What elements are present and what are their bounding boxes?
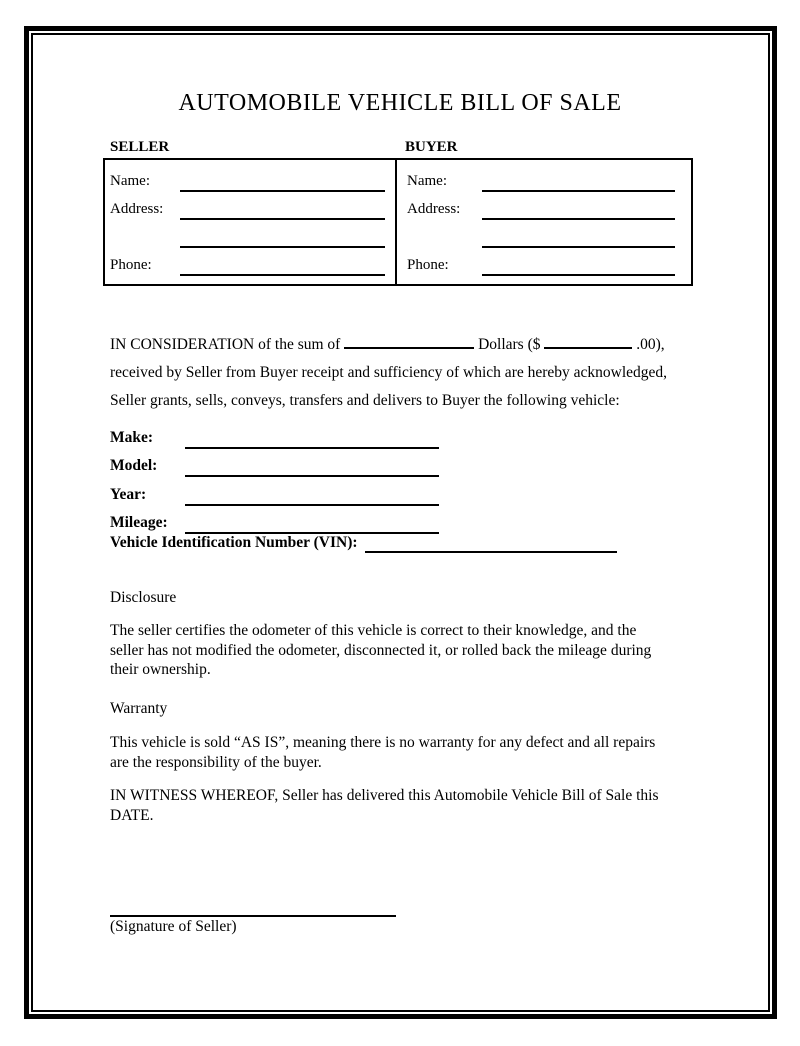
warranty-line2: are the responsibility of the buyer. <box>110 753 322 771</box>
buyer-address2-row <box>407 220 675 248</box>
consideration-line3: Seller grants, sells, conveys, transfers and delivers to Buyer the following vehicle: <box>110 392 620 409</box>
seller-column <box>105 160 397 284</box>
buyer-address-field[interactable] <box>482 200 675 220</box>
witness-paragraph <box>110 786 730 825</box>
seller-address2-field[interactable] <box>180 228 385 248</box>
vehicle-details-section <box>110 420 710 553</box>
make-row <box>110 420 710 449</box>
signature-caption: (Signature of Seller) <box>110 918 237 935</box>
buyer-phone-field[interactable] <box>482 256 675 276</box>
make-label: Make: <box>110 428 154 446</box>
seller-address-row <box>110 192 385 220</box>
seller-phone-label: Phone: <box>110 257 152 273</box>
mileage-field[interactable] <box>185 514 439 534</box>
warranty-line1: This vehicle is sold “AS IS”, meaning there is no warranty for any defect and all repairs <box>110 734 656 751</box>
consideration-text-after-amount: .00), <box>636 336 665 353</box>
page-title: AUTOMOBILE VEHICLE BILL OF SALE <box>178 90 622 116</box>
consideration-text-before-amount: IN CONSIDERATION of the sum of <box>110 336 341 353</box>
witness-line2: DATE. <box>110 806 154 824</box>
amount-in-words-field[interactable] <box>344 334 474 349</box>
seller-section-heading: SELLER <box>110 139 170 155</box>
vin-label: Vehicle Identification Number (VIN): <box>110 534 358 551</box>
consideration-clause <box>110 331 710 415</box>
year-label: Year: <box>110 485 147 503</box>
seller-phone-row <box>110 248 385 276</box>
buyer-section-heading: BUYER <box>405 139 458 155</box>
disclosure-paragraph <box>110 621 730 680</box>
seller-name-row <box>110 164 385 192</box>
buyer-phone-row <box>407 248 675 276</box>
vin-row <box>110 534 710 553</box>
warranty-paragraph <box>110 733 730 772</box>
seller-address2-row <box>110 220 385 248</box>
seller-address-field[interactable] <box>180 200 385 220</box>
disclosure-line1: The seller certifies the odometer of this vehicle is correct to their knowledge, and the <box>110 622 637 639</box>
buyer-address2-field[interactable] <box>482 228 675 248</box>
buyer-name-field[interactable] <box>482 172 675 192</box>
year-field[interactable] <box>185 486 439 506</box>
make-field[interactable] <box>185 429 439 449</box>
parties-info-box <box>103 158 693 286</box>
amount-in-numbers-field[interactable] <box>544 334 632 349</box>
seller-phone-field[interactable] <box>180 256 385 276</box>
year-row <box>110 477 710 506</box>
mileage-label: Mileage: <box>110 514 168 531</box>
seller-name-field[interactable] <box>180 172 385 192</box>
buyer-name-row <box>407 164 675 192</box>
consideration-text-between-amounts: Dollars ($ <box>478 336 541 353</box>
buyer-address2-spacer <box>407 246 482 248</box>
seller-name-label: Name: <box>110 173 150 189</box>
warranty-heading: Warranty <box>110 700 168 717</box>
disclosure-line3: their ownership. <box>110 661 211 678</box>
seller-signature-field[interactable] <box>110 901 396 917</box>
seller-address-label: Address: <box>110 201 164 217</box>
buyer-phone-label: Phone: <box>407 257 449 273</box>
model-label: Model: <box>110 457 158 474</box>
buyer-column <box>397 160 691 284</box>
model-field[interactable] <box>185 457 439 477</box>
mileage-row <box>110 506 710 535</box>
consideration-line1 <box>110 331 710 359</box>
disclosure-heading: Disclosure <box>110 589 177 606</box>
buyer-address-row <box>407 192 675 220</box>
vin-field[interactable] <box>365 537 617 553</box>
disclosure-line2: seller has not modified the odometer, disconnected it, or rolled back the mileage during <box>110 641 652 659</box>
model-row <box>110 449 710 478</box>
buyer-name-label: Name: <box>407 173 447 189</box>
witness-line1: IN WITNESS WHEREOF, Seller has delivered this Automobile Vehicle Bill of Sale this <box>110 787 659 804</box>
seller-address2-spacer <box>110 246 180 248</box>
consideration-line2: received by Seller from Buyer receipt and sufficiency of which are hereby acknowledged, <box>110 364 668 381</box>
buyer-address-label: Address: <box>407 201 461 217</box>
